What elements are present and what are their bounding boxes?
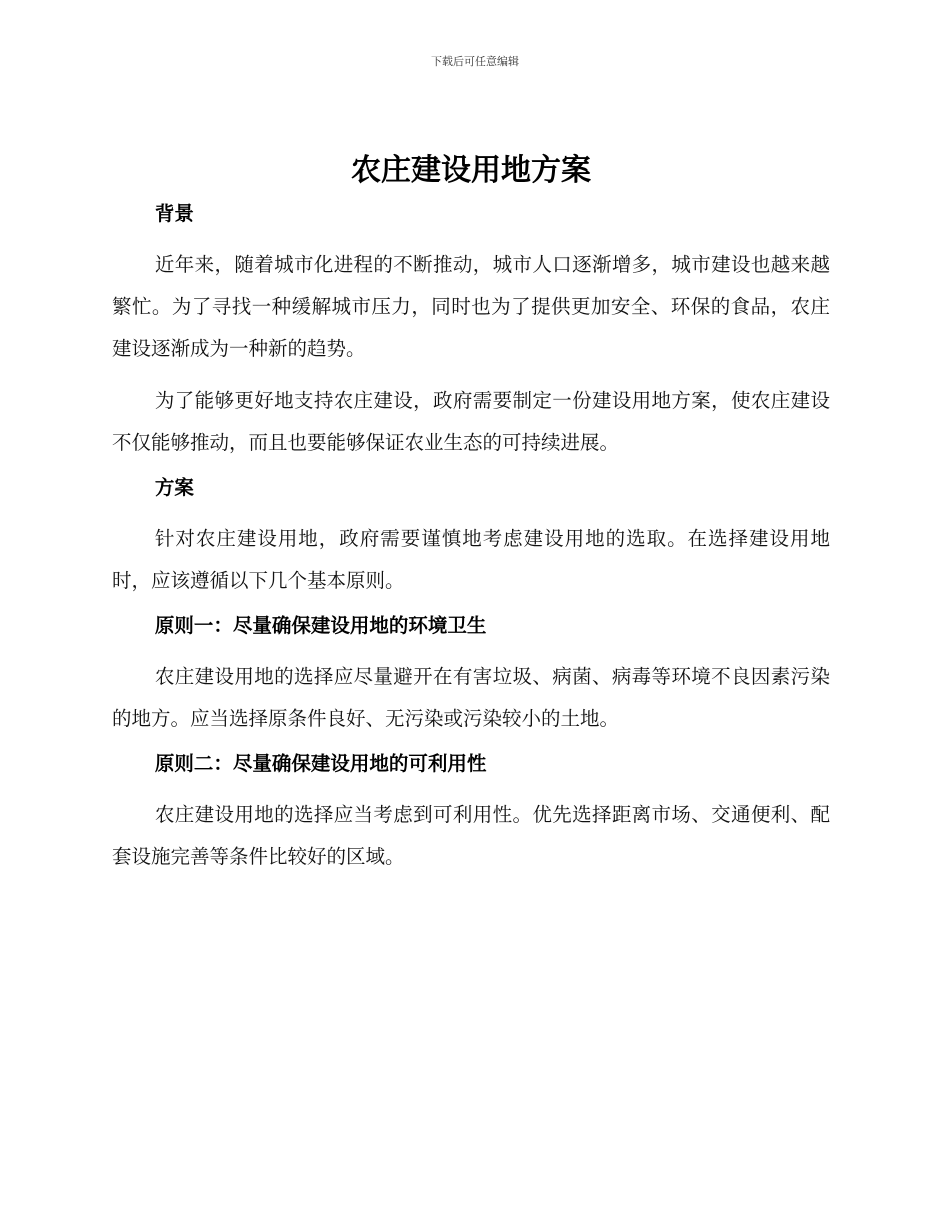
paragraph-principle-2: 农庄建设用地的选择应当考虑到可利用性。优先选择距离市场、交通便利、配套设施完善等条件比较好的区域。 <box>112 803 830 868</box>
section-heading-principle-2: 原则二：尽量确保建设用地的可利用性 <box>154 752 487 775</box>
paragraph-background-1: 近年来，随着城市化进程的不断推动，城市人口逐渐增多，城市建设也越来越繁忙。为了寻找一种缓解城市压力，同时也为了提供更加安全、环保的食品，农庄建设逐渐成为一种新的趋势。 <box>112 253 830 360</box>
paragraph-background-2: 为了能够更好地支持农庄建设，政府需要制定一份建设用地方案，使农庄建设不仅能够推动，而且也要能够保证农业生态的可持续进展。 <box>112 389 830 454</box>
document-body <box>112 148 830 888</box>
document-title: 农庄建设用地方案 <box>351 153 591 188</box>
section-heading-background: 背景 <box>154 202 194 225</box>
section-heading-principle-1: 原则一：尽量确保建设用地的环境卫生 <box>154 614 487 637</box>
section-heading-plan: 方案 <box>154 476 194 499</box>
paragraph-plan-1: 针对农庄建设用地，政府需要谨慎地考虑建设用地的选取。在选择建设用地时，应该遵循以下几个基本原则。 <box>112 527 830 592</box>
paragraph-principle-1: 农庄建设用地的选择应尽量避开在有害垃圾、病菌、病毒等环境不良因素污染的地方。应当选择原条件良好、无污染或污染较小的土地。 <box>112 665 830 730</box>
page-header-note: 下载后可任意编辑 <box>431 55 519 68</box>
